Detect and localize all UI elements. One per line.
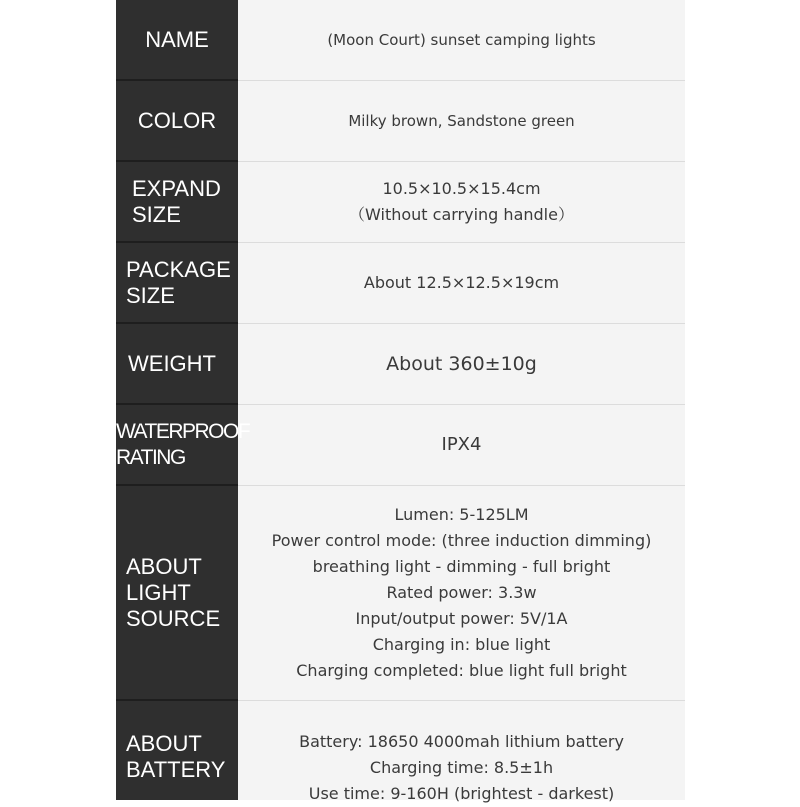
value-line: Lumen: 5-125LM bbox=[394, 505, 529, 524]
spec-row-battery bbox=[116, 701, 685, 803]
value-line: (Moon Court) sunset camping lights bbox=[327, 31, 596, 49]
row-label: ABOUT LIGHT SOURCE bbox=[116, 486, 238, 700]
row-value bbox=[238, 0, 685, 80]
value-line: Milky brown, Sandstone green bbox=[348, 112, 575, 130]
row-label: PACKAGE SIZE bbox=[116, 243, 238, 323]
value-line: IPX4 bbox=[441, 434, 482, 455]
value-line: About 360±10g bbox=[386, 353, 537, 375]
value-line: Charging in: blue light bbox=[372, 635, 551, 654]
row-value bbox=[238, 405, 685, 485]
value-line: Rated power: 3.3w bbox=[386, 583, 537, 602]
row-label: ABOUT BATTERY bbox=[116, 701, 238, 800]
row-label: WEIGHT bbox=[116, 324, 238, 404]
value-line: Charging completed: blue light full bright bbox=[296, 661, 627, 680]
spec-row-expand-size bbox=[116, 162, 685, 242]
spec-row-package-size bbox=[116, 243, 685, 323]
row-label: NAME bbox=[116, 0, 238, 80]
row-value bbox=[238, 81, 685, 161]
row-value bbox=[238, 243, 685, 323]
row-value bbox=[238, 486, 685, 700]
spec-row-weight bbox=[116, 324, 685, 404]
value-line: breathing light - dimming - full bright bbox=[312, 557, 611, 576]
row-label: EXPAND SIZE bbox=[116, 162, 238, 242]
row-value bbox=[238, 324, 685, 404]
row-label: COLOR bbox=[116, 81, 238, 161]
spec-row-name bbox=[116, 0, 685, 80]
spec-row-light-source bbox=[116, 486, 685, 700]
value-line: Battery: 18650 4000mah lithium battery bbox=[299, 732, 624, 751]
row-value bbox=[238, 701, 685, 803]
spec-table bbox=[116, 0, 685, 803]
value-line: （Without carrying handle） bbox=[349, 205, 574, 224]
row-value bbox=[238, 162, 685, 242]
spec-row-color bbox=[116, 81, 685, 161]
value-line: Input/output power: 5V/1A bbox=[355, 609, 568, 628]
value-line: Charging time: 8.5±1h bbox=[369, 758, 554, 777]
spec-row-waterproof-rating bbox=[116, 405, 685, 485]
value-line: About 12.5×12.5×19cm bbox=[363, 273, 560, 292]
value-line: Power control mode: (three induction dimming) bbox=[271, 531, 652, 550]
value-line: Use time: 9-160H (brightest - darkest) bbox=[308, 784, 615, 803]
value-line: 10.5×10.5×15.4cm bbox=[382, 179, 541, 198]
row-label: WATERPROOF RATING bbox=[116, 405, 238, 485]
